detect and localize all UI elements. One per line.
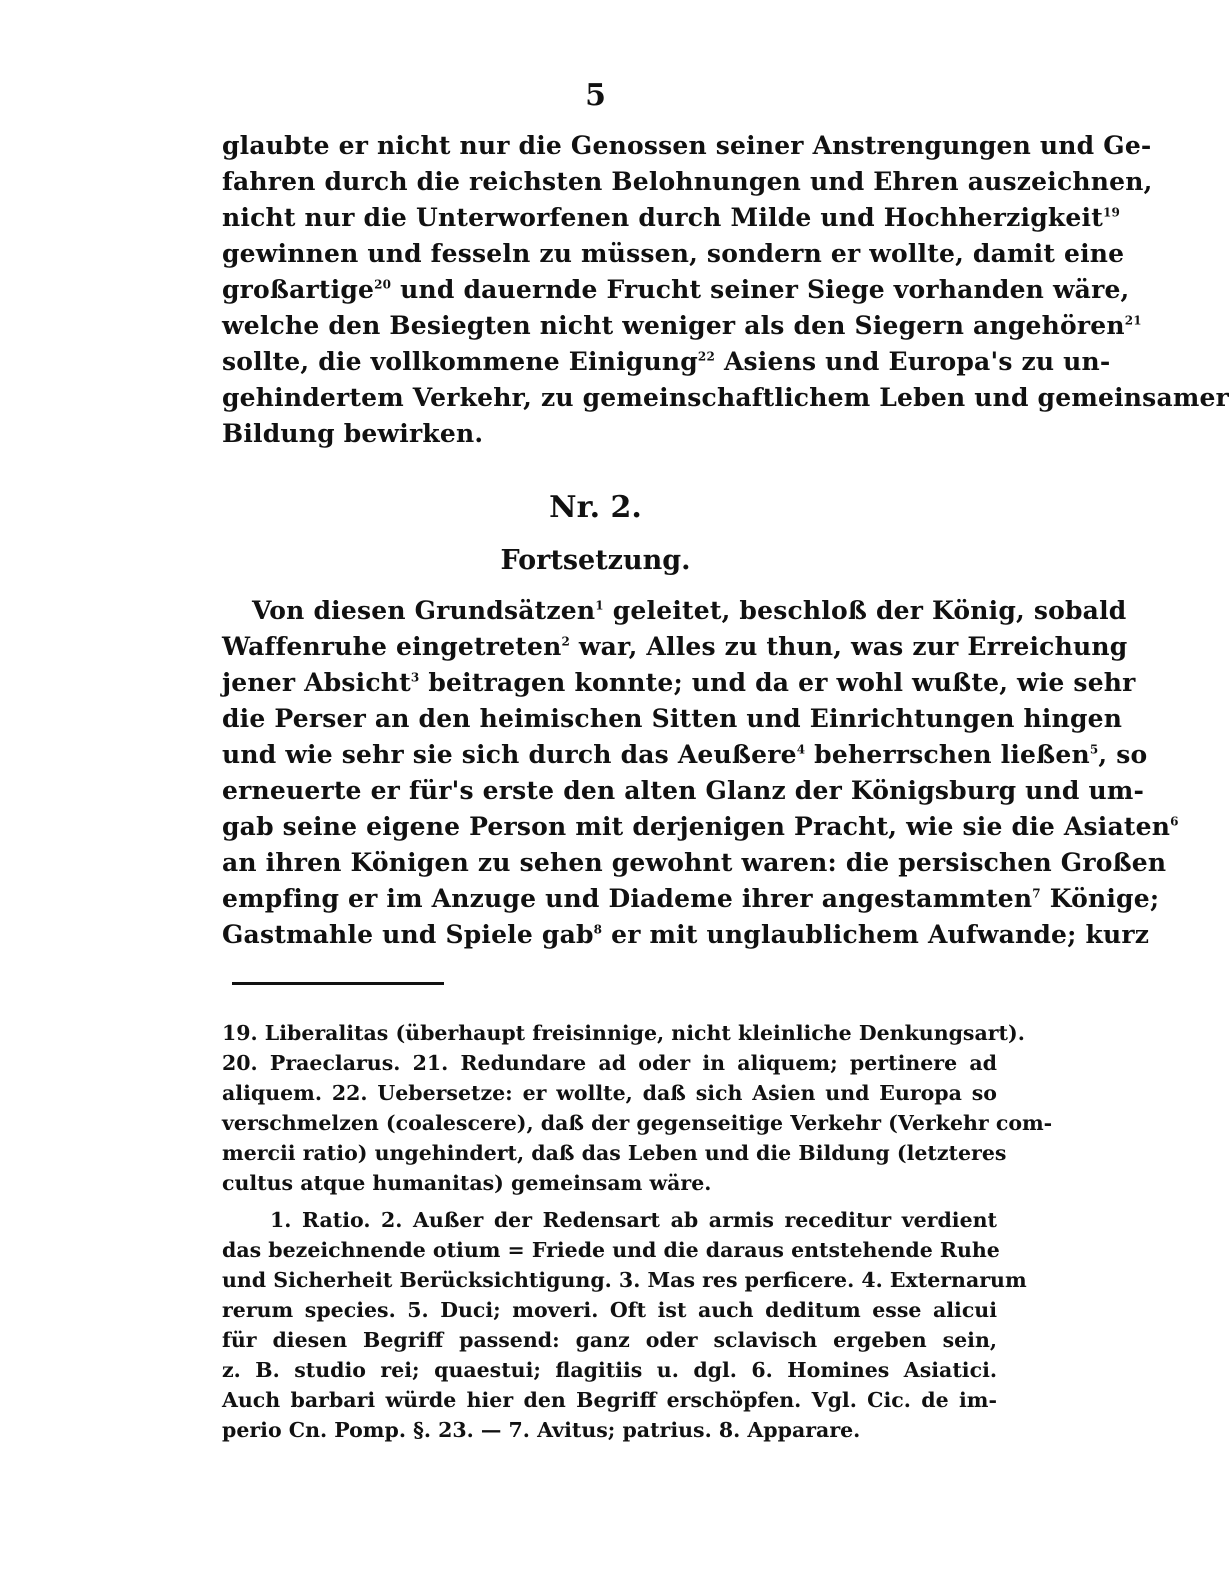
footnote-line: verschmelzen (coalescere), daß der gegenseitige Verkehr (Verkehr com- bbox=[222, 1111, 1053, 1135]
section-subheading: Fortsetzung. bbox=[500, 545, 691, 576]
footnote-ref: 2 bbox=[561, 634, 571, 649]
footnote-line: 19. Liberalitas (überhaupt freisinnige, nicht kleinliche Denkungsart). bbox=[222, 1021, 1025, 1045]
footnote-line: z. B. studio rei; quaestui; flagitiis u. dgl. 6. Homines Asiatici. bbox=[222, 1358, 997, 1382]
text-line: jener Absicht$^3$ beitragen konnte; und da er wohl wußte, wie sehr bbox=[222, 668, 1136, 697]
text-line: empfing er im Anzuge und Diademe ihrer angestammten$^7$ Könige; bbox=[222, 884, 1160, 913]
text-line: Bildung bewirken. bbox=[222, 419, 484, 448]
footnote-ref: 8 bbox=[593, 922, 603, 937]
footnote-line: perio Cn. Pomp. §. 23. — 7. Avitus; patrius. 8. Apparare. bbox=[222, 1418, 861, 1442]
footnotes-second-set bbox=[222, 1205, 1027, 1445]
footnote-line: aliquem. 22. Uebersetze: er wollte, daß sich Asien und Europa so bbox=[222, 1081, 997, 1105]
text-line: nicht nur die Unterworfenen durch Milde und Hochherzigkeit$^{19}$ bbox=[222, 203, 1121, 232]
text-line: und wie sehr sie sich durch das Aeußere$^4$ beherrschen ließen$^5$, so bbox=[222, 740, 1148, 769]
footnote-line: cultus atque humanitas) gemeinsam wäre. bbox=[222, 1171, 712, 1195]
text-line: Gastmahle und Spiele gab$^8$ er mit unglaublichem Aufwande; kurz bbox=[222, 920, 1150, 949]
page-number: 5 bbox=[585, 78, 606, 113]
footnote-ref: 3 bbox=[410, 670, 420, 685]
text-line: großartige$^{20}$ und dauernde Frucht seiner Siege vorhanden wäre, bbox=[222, 275, 1130, 304]
footnotes-first-set bbox=[222, 1018, 1053, 1198]
footnote-ref: 21 bbox=[1124, 313, 1142, 328]
footnote-ref: 7 bbox=[1032, 886, 1041, 901]
footnote-separator bbox=[232, 982, 444, 985]
footnote-ref: 22 bbox=[697, 349, 716, 364]
footnote-line: und Sicherheit Berücksichtigung. 3. Mas res perficere. 4. Externarum bbox=[222, 1268, 1027, 1292]
footnote-ref: 4 bbox=[796, 742, 806, 757]
section-heading: Nr. 2. bbox=[549, 490, 642, 525]
main-text-section-2 bbox=[222, 593, 1179, 953]
text-line: Waffenruhe eingetreten$^2$ war, Alles zu thun, was zur Erreichung bbox=[222, 632, 1128, 661]
footnote-line: mercii ratio) ungehindert, daß das Leben und die Bildung (letzteres bbox=[222, 1141, 1007, 1165]
text-line: erneuerte er für's erste den alten Glanz der Königsburg und um- bbox=[222, 776, 1145, 805]
text-line: glaubte er nicht nur die Genossen seiner Anstrengungen und Ge- bbox=[222, 131, 1152, 160]
footnote-line: für diesen Begriff passend: ganz oder sclavisch ergeben sein, bbox=[222, 1328, 997, 1352]
footnote-line: 1. Ratio. 2. Außer der Redensart ab armis receditur verdient bbox=[270, 1208, 997, 1232]
footnote-line: das bezeichnende otium = Friede und die daraus entstehende Ruhe bbox=[222, 1238, 1000, 1262]
footnote-ref: 5 bbox=[1089, 742, 1099, 757]
footnote-ref: 1 bbox=[595, 598, 604, 613]
text-line: sollte, die vollkommene Einigung$^{22}$ Asiens und Europa's zu un- bbox=[222, 347, 1111, 376]
footnote-line: Auch barbari würde hier den Begriff erschöpfen. Vgl. Cic. de im- bbox=[222, 1388, 997, 1412]
text-line: gab seine eigene Person mit derjenigen Pracht, wie sie die Asiaten$^6$ bbox=[222, 812, 1179, 841]
text-line: gewinnen und fesseln zu müssen, sondern er wollte, damit eine bbox=[222, 239, 1125, 268]
footnote-line: 20. Praeclarus. 21. Redundare ad oder in aliquem; pertinere ad bbox=[222, 1051, 997, 1075]
footnote-ref: 19 bbox=[1102, 205, 1121, 220]
text-line: die Perser an den heimischen Sitten und Einrichtungen hingen bbox=[222, 704, 1123, 733]
footnote-ref: 20 bbox=[374, 277, 392, 292]
main-text-continued bbox=[222, 128, 1229, 452]
text-line: fahren durch die reichsten Belohnungen und Ehren auszeichnen, bbox=[222, 167, 1153, 196]
footnote-line: rerum species. 5. Duci; moveri. Oft ist auch deditum esse alicui bbox=[222, 1298, 997, 1322]
text-line: Von diesen Grundsätzen$^1$ geleitet, beschloß der König, sobald bbox=[252, 596, 1127, 625]
text-line: welche den Besiegten nicht weniger als den Siegern angehören$^{21}$ bbox=[222, 311, 1142, 340]
text-line: gehindertem Verkehr, zu gemeinschaftlichem Leben und gemeinsamer bbox=[222, 383, 1229, 412]
footnote-ref: 6 bbox=[1170, 814, 1179, 829]
text-line: an ihren Königen zu sehen gewohnt waren: die persischen Großen bbox=[222, 848, 1167, 877]
